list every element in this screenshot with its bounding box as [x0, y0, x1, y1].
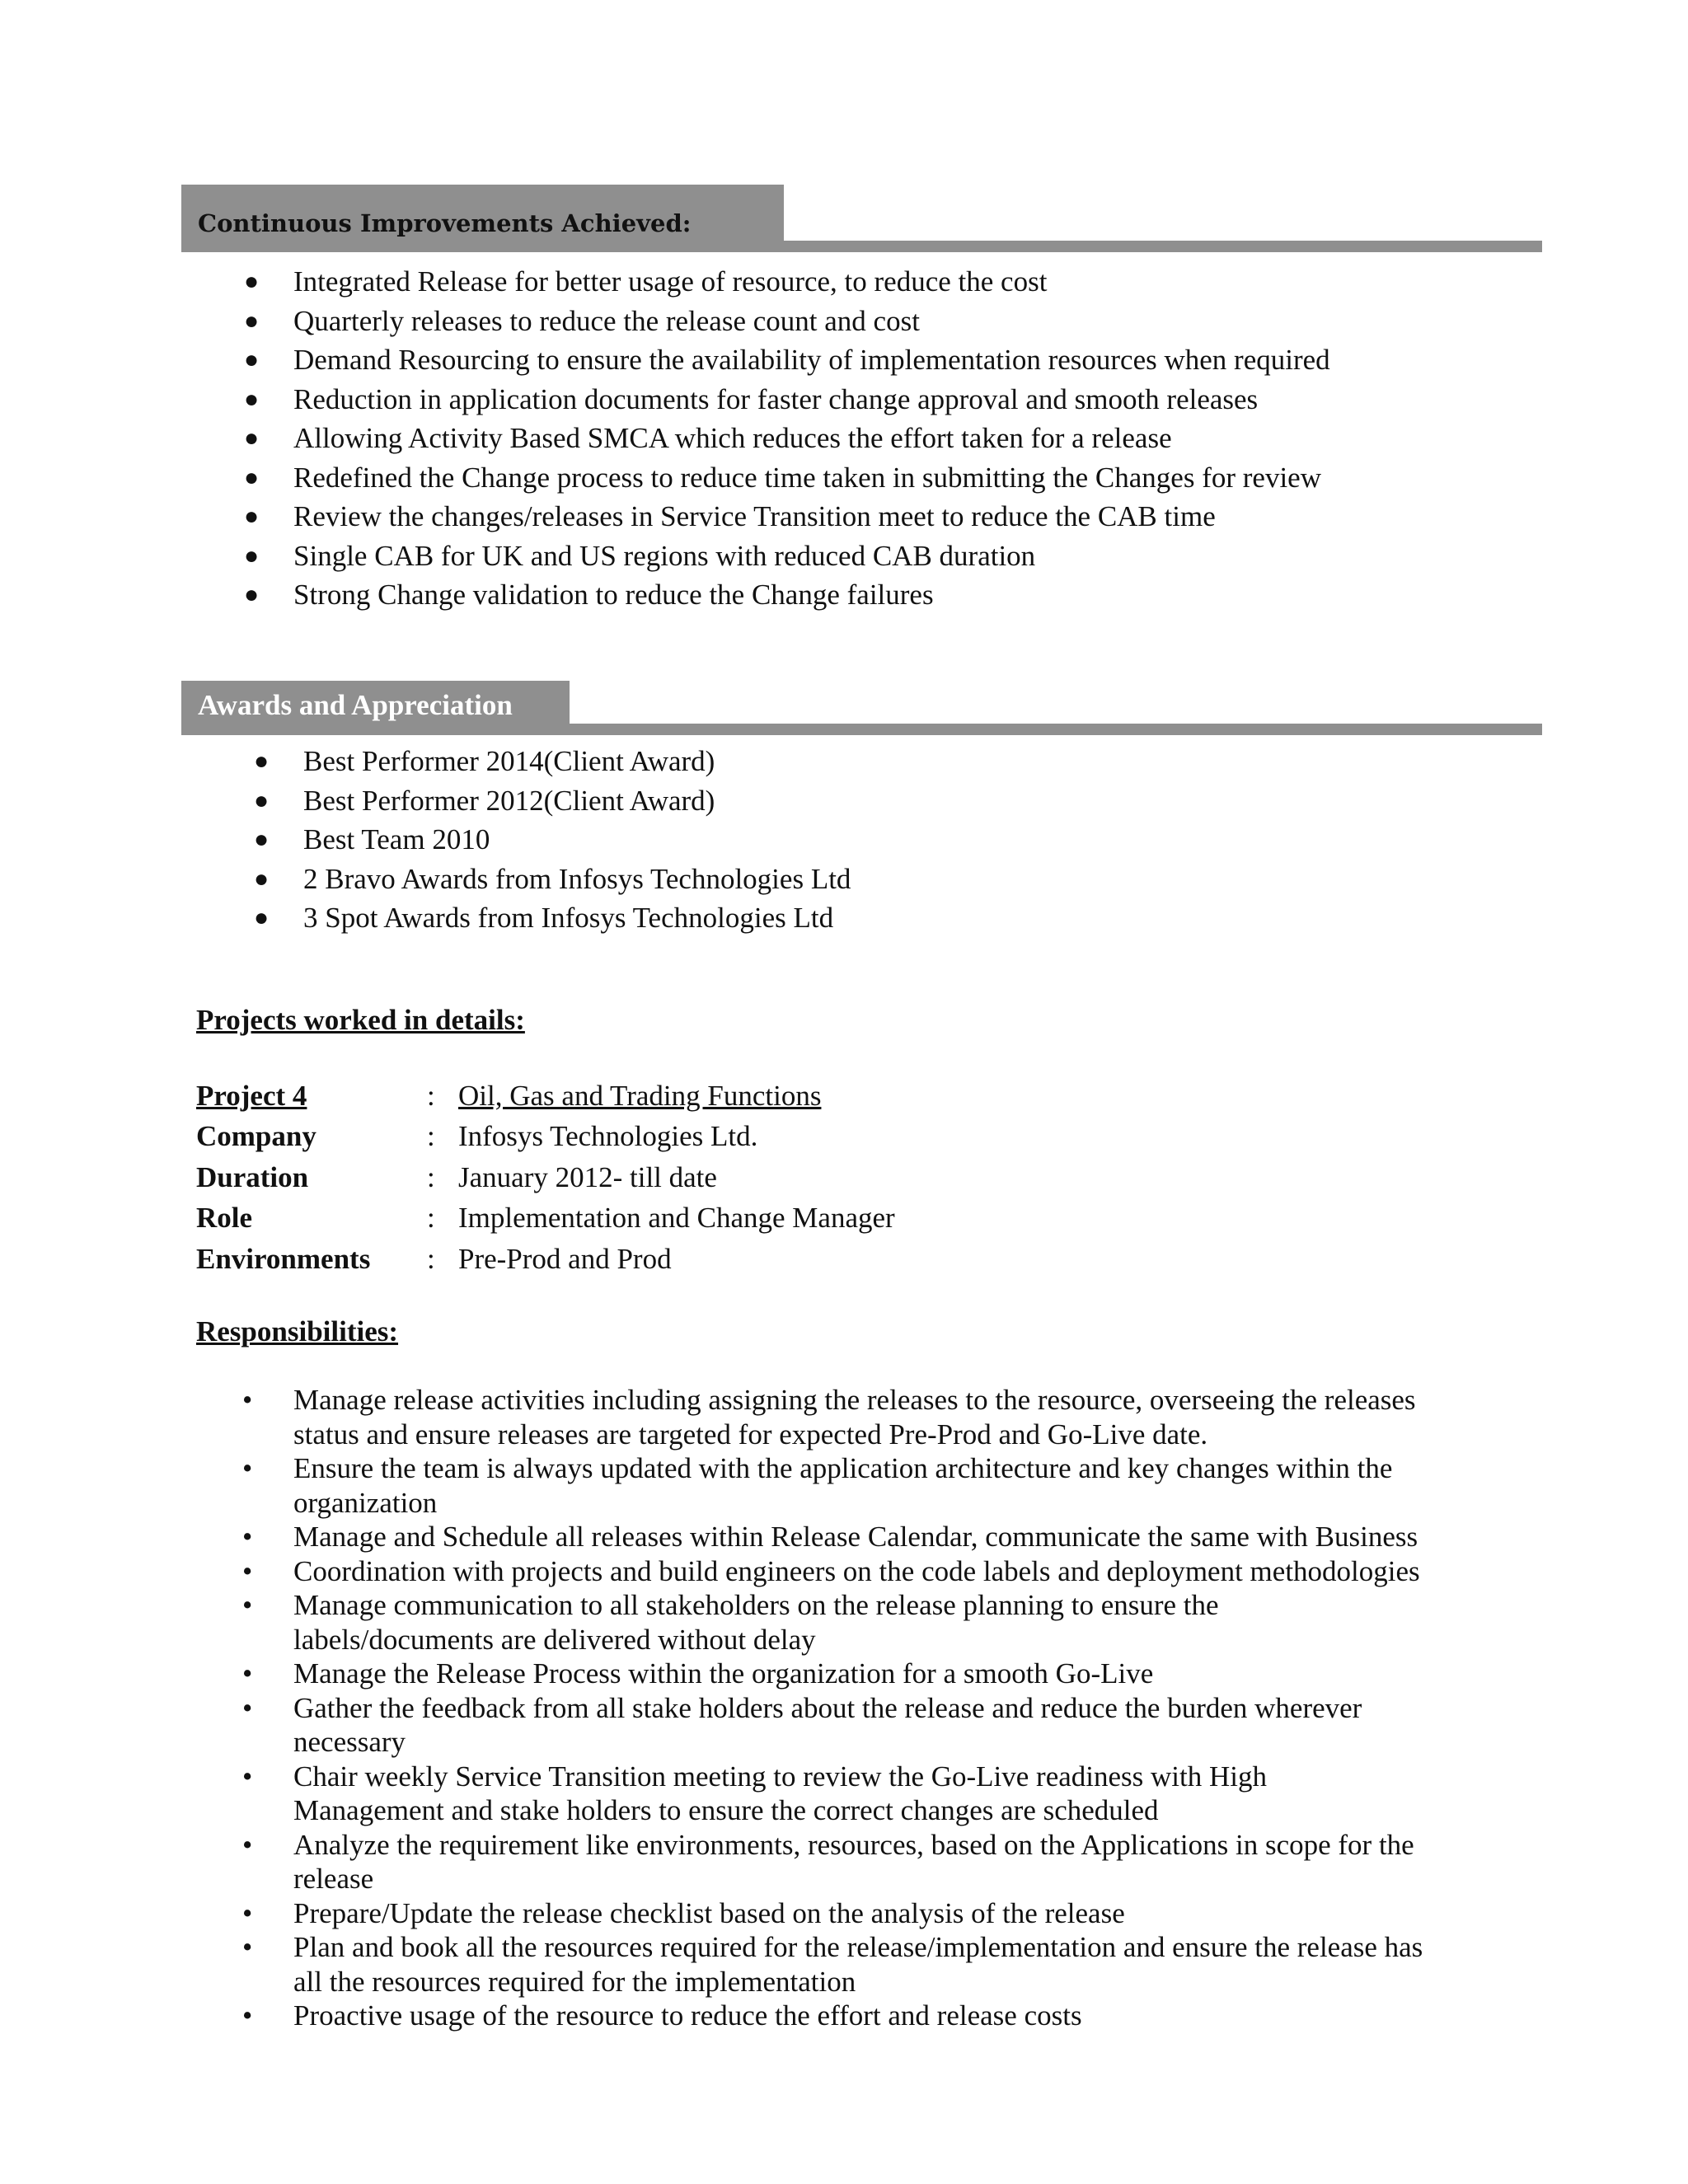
bullet-icon: •: [242, 1554, 253, 1587]
list-item: ● Allowing Activity Based SMCA which reduces the effort taken for a release: [293, 419, 1330, 458]
bullet-icon: ●: [244, 541, 260, 569]
separator-colon: :: [427, 1202, 435, 1234]
list-item: • Coordination with projects and build engineers on the code labels and deployment methodologies: [242, 1554, 1420, 1587]
list-item: ● Review the changes/releases in Service Transition meet to reduce the CAB time: [293, 497, 1330, 537]
duration-value: January 2012- till date: [458, 1161, 717, 1193]
bullet-icon: ●: [244, 503, 260, 530]
duration-label: Duration: [196, 1161, 309, 1193]
separator-colon: :: [427, 1161, 435, 1193]
separator-colon: :: [427, 1080, 435, 1112]
list-item: • Manage the Release Process within the organization for a smooth Go-Live: [242, 1657, 1154, 1690]
bullet-icon: •: [242, 1589, 253, 1621]
projects-heading: Projects worked in details:: [196, 1004, 525, 1036]
list-item: ● Reduction in application documents for faster change approval and smooth releases: [293, 380, 1330, 419]
list-item: ● Integrated Release for better usage of resource, to reduce the cost: [293, 262, 1330, 302]
bullet-icon: •: [242, 1384, 253, 1416]
bullet-icon: •: [242, 1896, 253, 1929]
bullet-icon: •: [242, 1452, 253, 1484]
list-item: • Manage and Schedule all releases within Release Calendar, communicate the same with Business: [242, 1521, 1418, 1553]
role-label: Role: [196, 1202, 253, 1234]
bullet-icon: ●: [244, 463, 260, 491]
bullet-icon: •: [242, 1657, 253, 1690]
bullet-icon: •: [242, 1691, 253, 1724]
list-item: • Manage release activities including assigning the releases to the resource, overseeing the releases status and ensure releases are targeted for expected Pre-Prod and Go-Live date.: [242, 1384, 1416, 1451]
bullet-icon: ●: [244, 424, 260, 452]
role-value: Implementation and Change Manager: [458, 1202, 895, 1234]
improvements-list: [244, 262, 1330, 615]
project-name-label: Project 4: [196, 1080, 307, 1112]
bullet-icon: ●: [244, 346, 260, 373]
list-item: • Plan and book all the resources required for the release/implementation and ensure the release has all the resources required for the implementation: [242, 1931, 1423, 1998]
separator-colon: :: [427, 1120, 435, 1152]
list-item: ● Redefined the Change process to reduce time taken in submitting the Changes for review: [293, 458, 1330, 498]
company-value: Infosys Technologies Ltd.: [458, 1120, 758, 1152]
list-item: ● Quarterly releases to reduce the release count and cost: [293, 302, 1330, 341]
improvements-title: Continuous Improvements Achieved:: [198, 209, 692, 237]
bullet-icon: ●: [254, 786, 270, 814]
list-item: ● Single CAB for UK and US regions with reduced CAB duration: [293, 537, 1330, 576]
environments-value: Pre-Prod and Prod: [458, 1243, 672, 1275]
list-item: ● 2 Bravo Awards from Infosys Technologies Ltd: [303, 860, 851, 899]
environments-label: Environments: [196, 1243, 371, 1275]
bullet-icon: ●: [244, 268, 260, 295]
list-item: ● Best Performer 2014(Client Award): [303, 742, 851, 781]
list-item: ● Strong Change validation to reduce the Change failures: [293, 575, 1330, 615]
bullet-icon: •: [242, 1828, 253, 1861]
bullet-icon: •: [242, 1931, 253, 1963]
list-item: • Manage communication to all stakeholders on the release planning to ensure the labels/documents are delivered without delay: [242, 1589, 1219, 1656]
bullet-icon: ●: [254, 748, 270, 775]
awards-section-header: [181, 681, 1542, 735]
list-item: • Prepare/Update the release checklist based on the analysis of the release: [242, 1896, 1125, 1929]
list-item: • Proactive usage of the resource to reduce the effort and release costs: [242, 1999, 1082, 2032]
list-item: • Gather the feedback from all stake holders about the release and reduce the burden wherever necessary: [242, 1691, 1362, 1758]
awards-list: [254, 742, 851, 938]
bullet-icon: •: [242, 1999, 253, 2032]
bullet-icon: •: [242, 1521, 253, 1553]
responsibilities-heading: Responsibilities:: [196, 1315, 399, 1347]
bullet-icon: ●: [254, 865, 270, 893]
bullet-icon: ●: [254, 904, 270, 931]
list-item: ● Best Performer 2012(Client Award): [303, 781, 851, 821]
list-item: • Ensure the team is always updated with the application architecture and key changes within the organization: [242, 1452, 1393, 1519]
project-name-value: Oil, Gas and Trading Functions: [458, 1080, 822, 1112]
list-item: • Chair weekly Service Transition meeting to review the Go-Live readiness with High Management and stake holders to ensure the correct changes are scheduled: [242, 1760, 1267, 1826]
list-item: ● 3 Spot Awards from Infosys Technologies Ltd: [303, 898, 851, 938]
list-item: ● Best Team 2010: [303, 820, 851, 860]
awards-title: Awards and Appreciation: [198, 689, 513, 721]
bullet-icon: ●: [244, 581, 260, 608]
responsibilities-list: [242, 1383, 1423, 2033]
bullet-icon: ●: [244, 307, 260, 335]
list-item: ● Demand Resourcing to ensure the availability of implementation resources when required: [293, 340, 1330, 380]
separator-colon: :: [427, 1243, 435, 1275]
company-label: Company: [196, 1120, 316, 1152]
bullet-icon: ●: [244, 385, 260, 413]
bullet-icon: •: [242, 1760, 253, 1793]
list-item: • Analyze the requirement like environments, resources, based on the Applications in scope for the release: [242, 1828, 1414, 1895]
bullet-icon: ●: [254, 826, 270, 853]
improvements-section-header: [181, 185, 1542, 252]
